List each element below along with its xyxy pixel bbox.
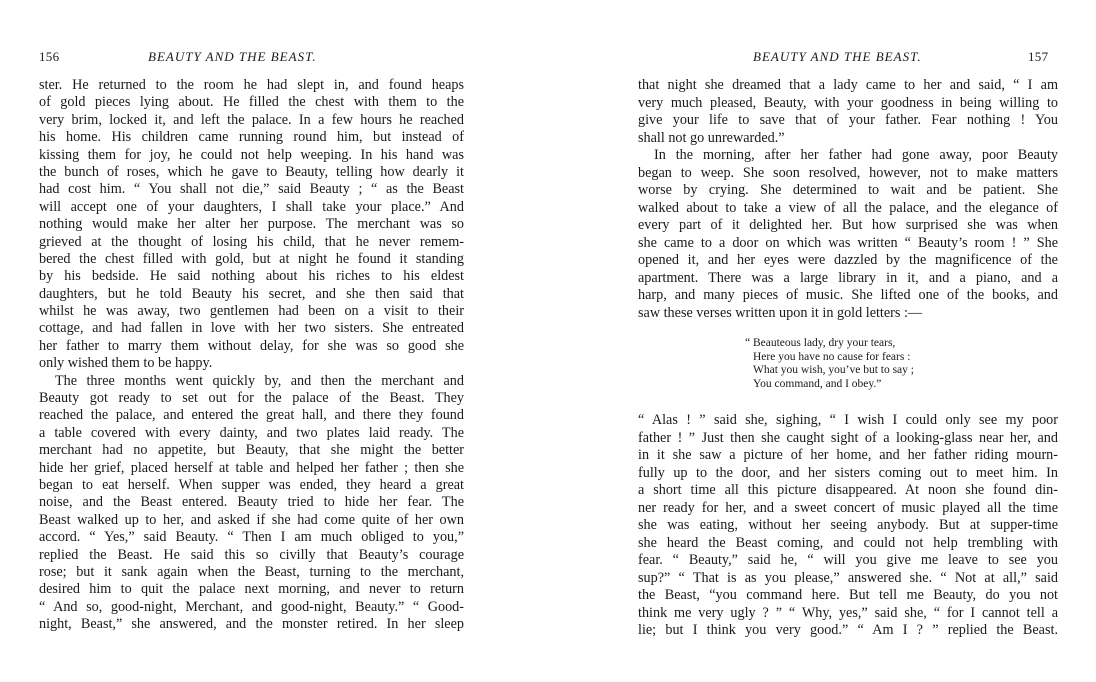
right-running-head: BEAUTY AND THE BEAST.	[753, 49, 922, 64]
text-line: very much pleased, Beauty, with your goodness in being willing to	[638, 94, 1058, 111]
text-line: very brim, locked it, and left the palace. In a few hours he reached	[39, 111, 464, 128]
text-line: night, Beast,” she answered, and the monster retired. In her sleep	[39, 616, 464, 633]
text-line: apartment. There was a large library in it, and a piano, and a	[638, 269, 1058, 286]
text-line: she came to a door on which was written “ Beauty’s room ! ” She	[638, 234, 1058, 251]
text-line: merchant had no appetite, but Beauty, that she might the better	[39, 442, 464, 459]
text-line: lie; but I think you very good.” “ Am I ? ” replied the Beast.	[638, 622, 1058, 638]
text-line: ster. He returned to the room he had slept in, and found heaps	[39, 77, 464, 93]
right-page-text-top	[638, 77, 1058, 322]
verse-line: Here you have no cause for fears :	[753, 350, 911, 363]
text-line: accord. “ Yes,” said Beauty. “ Then I am much obliged to you,”	[39, 529, 464, 546]
text-line: fear. “ Beauty,” said he, “ will you give me leave to see you	[638, 552, 1058, 568]
right-page	[548, 0, 1096, 682]
text-line: she was eating, without her seeing anybody. But at supper-time	[638, 517, 1058, 533]
text-line: that night she dreamed that a lady came to her and said, “ I am	[638, 77, 1058, 93]
text-line: worse by crying. She determined to wait and be patient. She	[638, 182, 1058, 198]
text-line: saw these verses written upon it in gold letters :—	[638, 304, 923, 321]
text-line: the Beast, “you command here. But tell me Beauty, do you not	[638, 587, 1058, 603]
text-line: shall not go unrewarded.”	[638, 129, 785, 146]
text-line: “ Alas ! ” said she, sighing, “ I wish I could only see my poor	[638, 412, 1058, 428]
text-line: give your life to save that of your father. Fear nothing ! You	[638, 112, 1058, 128]
text-line: replied the Beast. He said this so civilly that Beauty’s courage	[39, 546, 464, 563]
verse-line: “ Beauteous lady, dry your tears,	[745, 337, 896, 349]
text-line: had cost him. “ You shall not die,” said Beauty ; “ as the Beast	[39, 181, 464, 198]
text-line: will accept one of your daughters, I shall take your place.” And	[39, 198, 464, 215]
text-line: fully up to the door, and her sisters coming out to meet him. In	[638, 464, 1058, 481]
text-line: Beauty got ready to set out for the palace of the Beast. They	[39, 390, 464, 407]
text-line: the bunch of roses, which he gave to Beauty, telling how dearly it	[39, 163, 464, 180]
left-running-head: BEAUTY AND THE BEAST.	[148, 49, 317, 64]
text-line: began to eat herself. When supper was ended, they heard a great	[39, 476, 464, 493]
verse-line: What you wish, you’ve but to say ;	[753, 364, 914, 377]
text-line: rose; but it sank again when the Beast, turning to the merchant,	[39, 563, 464, 580]
text-line: a short time all this picture disappeared. At noon she found din-	[638, 482, 1058, 498]
verse-block	[745, 337, 1005, 391]
text-line: whilst he was away, two gentlemen had been on a visit to their	[39, 303, 464, 320]
left-page-text	[39, 77, 464, 634]
text-line: Beast walked up to her, and asked if she had come quite of her own	[39, 511, 464, 528]
text-line: kissing them for joy, he could not help weeping. In his hand was	[39, 146, 464, 163]
text-line: walked about to take a view of all the palace, and the elegance of	[638, 199, 1058, 216]
text-line: ner ready for her, and a sweet concert of music played all the time	[638, 499, 1058, 516]
text-line: bered the chest filled with gold, but at night he found it standing	[39, 250, 464, 267]
text-line: think me very ugly ? ” “ Why, yes,” said she, “ for I cannot tell a	[638, 604, 1058, 621]
text-line: “ And so, good-night, Merchant, and good-night, Beauty.” “ Good-	[39, 598, 464, 615]
text-line: his home. His children came running round him, but instead of	[39, 129, 464, 146]
text-line: father ! ” Just then she caught sight of a looking-glass near her, and	[638, 429, 1058, 446]
text-line: sup?” “ That is as you please,” answered she. “ Not at all,” said	[638, 569, 1058, 586]
text-line: desired him to quit the palace next morning, and never to return	[39, 581, 464, 598]
text-line: grieved at the thought of losing his child, that he never remem-	[39, 233, 464, 250]
left-page-number: 156	[39, 49, 60, 64]
text-line: daughters, but he told Beauty his secret, and she then said that	[39, 285, 464, 302]
text-line: reached the palace, and entered the great hall, and there they found	[39, 407, 464, 424]
text-line: The three months went quickly by, and then the merchant and	[55, 372, 464, 389]
text-line: every part of it delighted her. But how surprised she was when	[638, 217, 1058, 233]
text-line: she heard the Beast coming, and could not help trembling with	[638, 534, 1058, 551]
text-line: by his bedside. He said nothing about his riches to his eldest	[39, 268, 464, 285]
verse-line: You command, and I obey.”	[753, 377, 882, 390]
text-line: nothing would make her alter her purpose. The merchant was so	[39, 216, 464, 233]
text-line: of gold pieces lying about. He filled the chest with them to the	[39, 94, 464, 111]
text-line: In the morning, after her father had gone away, poor Beauty	[654, 147, 1058, 163]
right-page-text-bottom	[638, 412, 1058, 640]
text-line: a table covered with every dainty, and two plates laid ready. The	[39, 424, 464, 441]
text-line: noise, and the Beast entered. Beauty tried to hide her fear. The	[39, 494, 464, 511]
text-line: cottage, and had fallen in love with her two sisters. She entreated	[39, 320, 464, 337]
text-line: began to weep. She soon resolved, however, not to make matters	[638, 164, 1058, 181]
text-line: only wished them to be happy.	[39, 355, 213, 372]
text-line: hide her grief, placed herself at table and helped her father ; then she	[39, 459, 464, 476]
text-line: in it she saw a picture of her home, and her father riding mourn-	[638, 447, 1058, 463]
text-line: harp, and many pieces of music. She lifted one of the books, and	[638, 287, 1058, 303]
text-line: opened it, and her eyes were dazzled by the magnificence of the	[638, 252, 1058, 268]
right-page-number: 157	[1028, 49, 1049, 64]
text-line: her father to marry them without delay, for she was so good she	[39, 337, 464, 354]
